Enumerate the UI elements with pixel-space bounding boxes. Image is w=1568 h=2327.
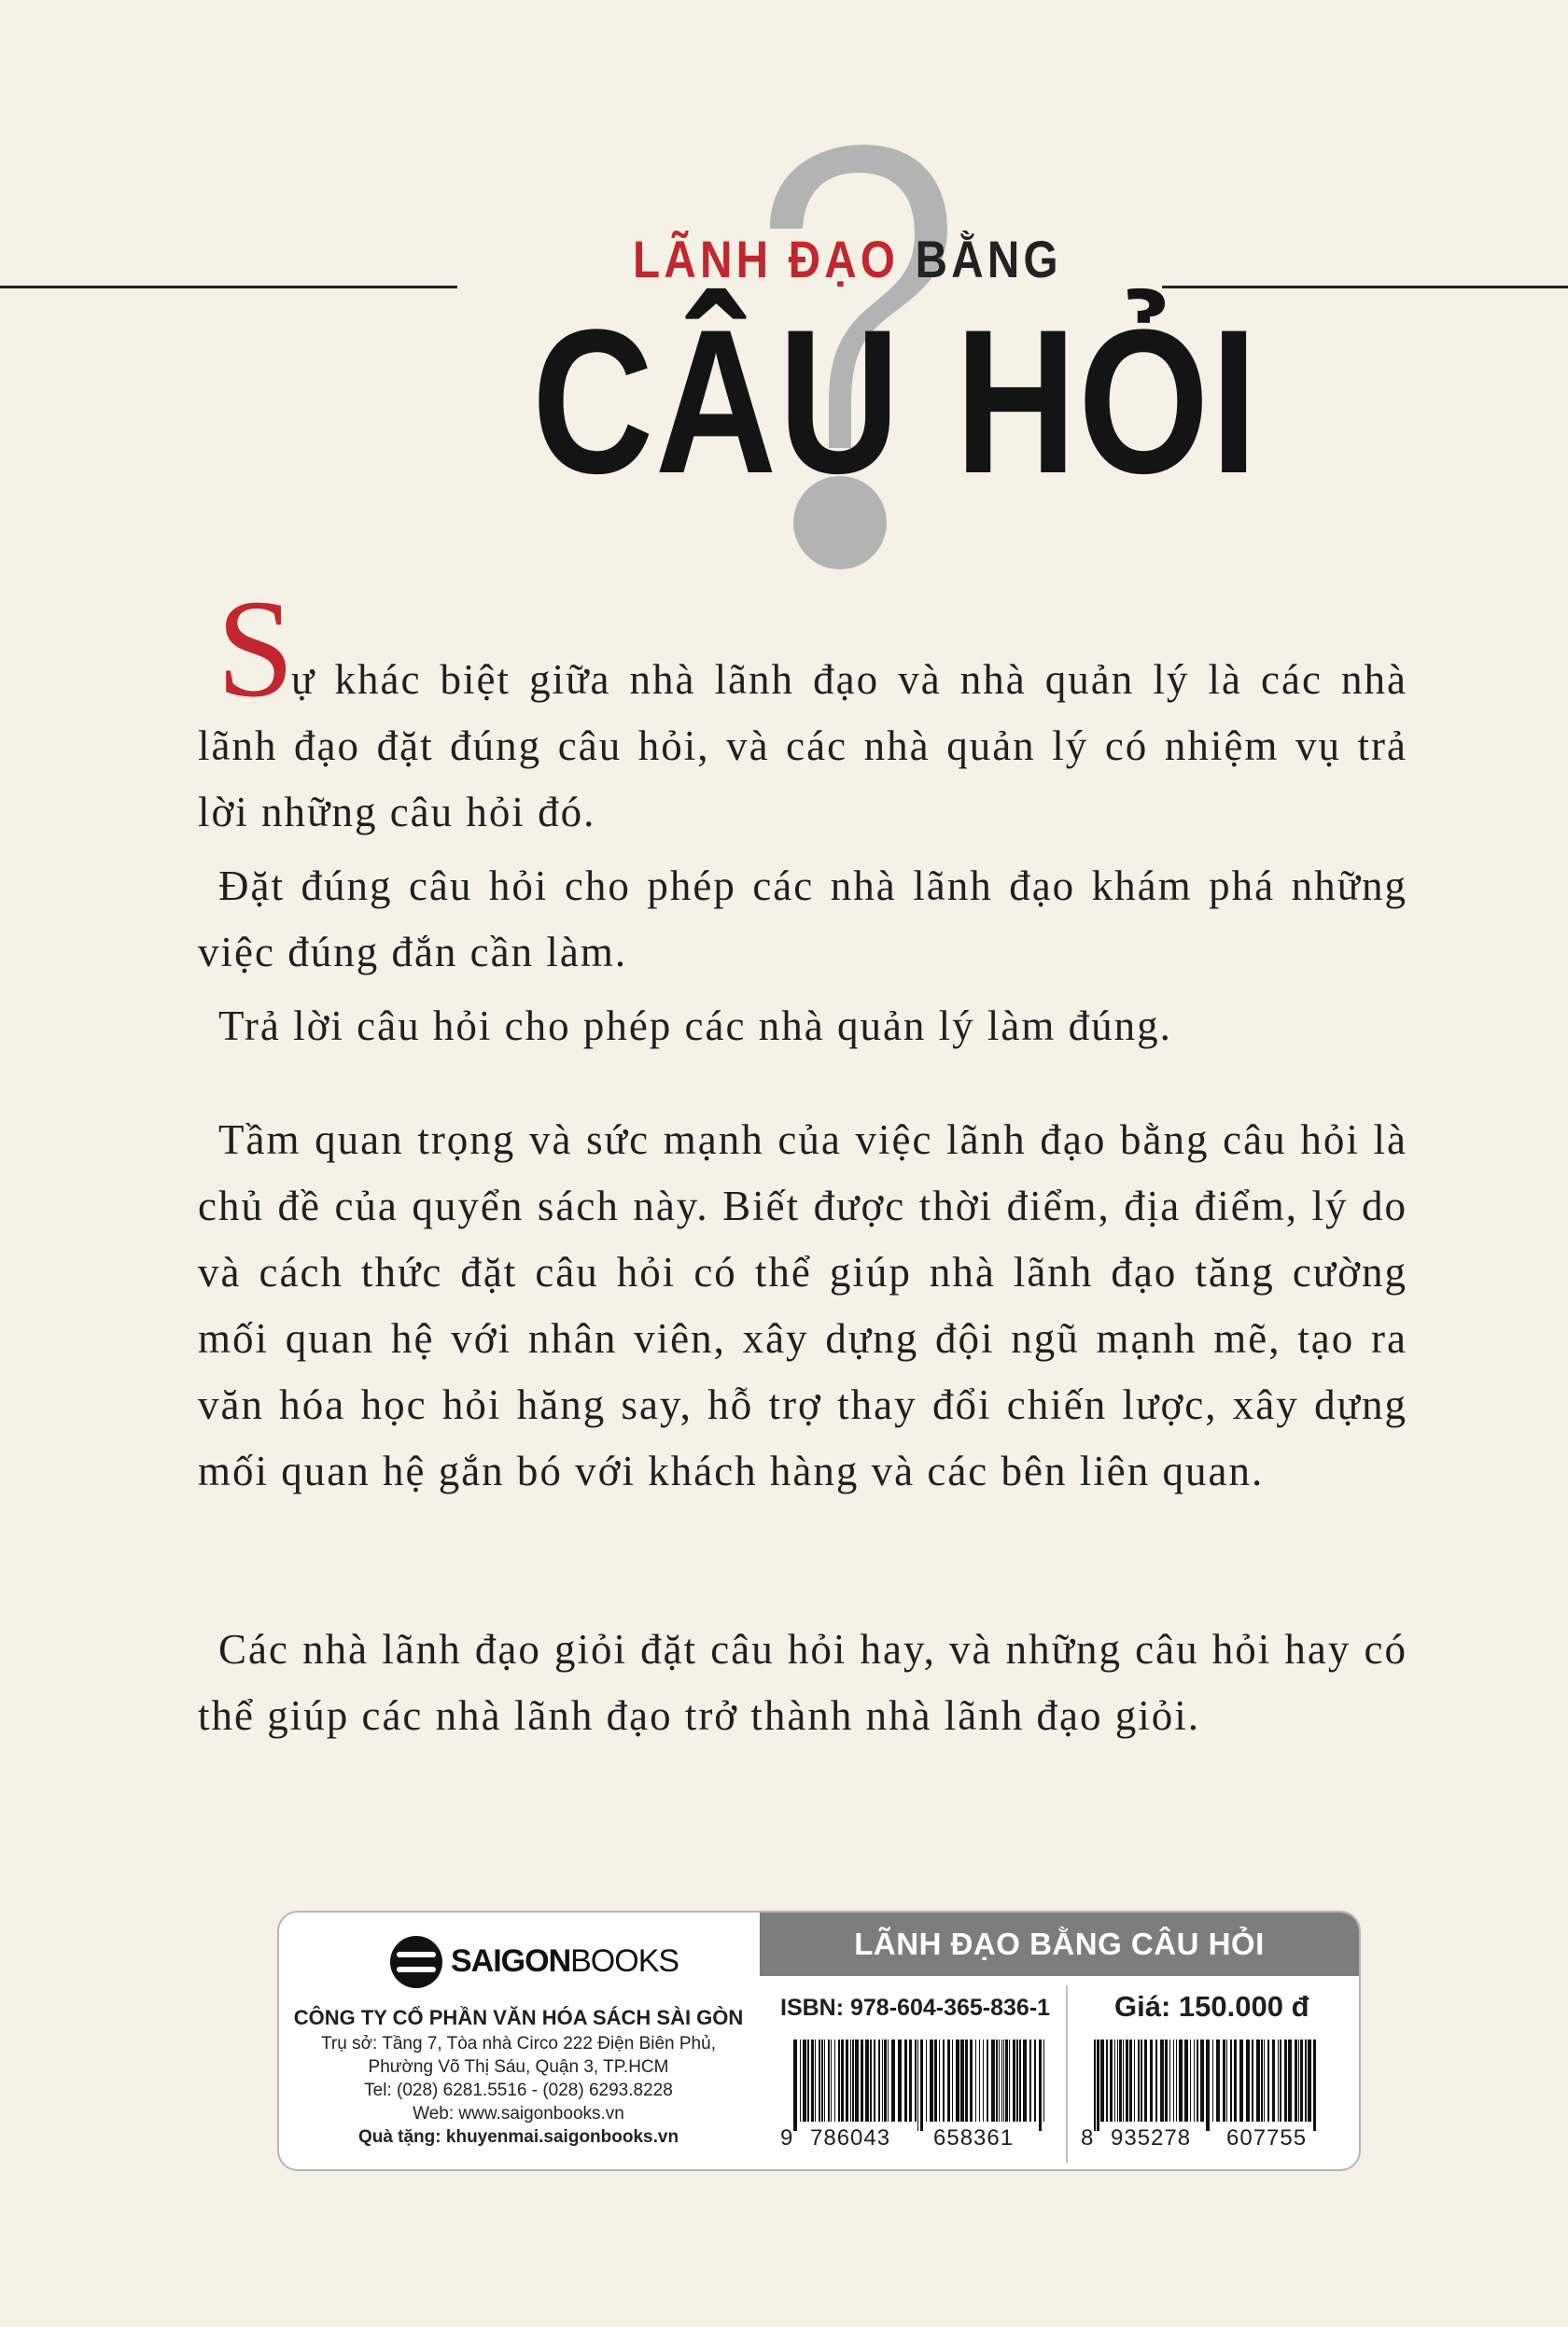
barcode-bar [1223, 2040, 1225, 2122]
barcode-bar [838, 2040, 840, 2122]
barcode-bar [1097, 2040, 1099, 2131]
barcode-bar [1280, 2040, 1281, 2122]
barcode-bar [1005, 2040, 1008, 2122]
barcode-bar [1230, 2040, 1232, 2122]
left-rule [0, 286, 457, 288]
blurb-paragraph-5: Các nhà lãnh đạo giỏi đặt câu hỏi hay, và những câu hỏi hay có thể giúp các nhà lãnh đạo trở thành nhà lãnh đạo giỏi. [198, 1626, 1407, 1739]
barcode-bar [884, 2040, 887, 2122]
barcode-bar [815, 2040, 816, 2122]
logo-wordmark [451, 1943, 679, 1980]
barcode-bar [947, 2040, 950, 2122]
barcode-bar [870, 2040, 872, 2122]
barcode-bar [1308, 2040, 1311, 2122]
barcode-bar [1034, 2040, 1036, 2122]
barcode-bar [834, 2040, 835, 2122]
barcode-bar [1239, 2040, 1243, 2122]
price-label: Giá: 150.000 đ [1114, 1990, 1309, 2023]
barcode-bar [846, 2040, 848, 2122]
publisher-logo [389, 1931, 679, 1992]
barcode-bar [1114, 2040, 1115, 2122]
phone-line: Tel: (028) 6281.5516 - (028) 6293.8228 [364, 2081, 673, 2100]
blurb-paragraph-3: Trả lời câu hỏi cho phép các nhà quản lý làm đúng. [218, 1002, 1172, 1049]
barcode-bar [865, 2040, 869, 2122]
barcode-bar [888, 2040, 889, 2122]
barcode-bar [1252, 2040, 1253, 2122]
barcode-bar [1284, 2040, 1287, 2122]
gift-line [279, 2127, 758, 2148]
barcode-bar [1212, 2040, 1213, 2122]
barcode-bar [1173, 2040, 1174, 2122]
barcode-bar [882, 2040, 883, 2122]
barcode-bar [915, 2040, 917, 2122]
panel-divider [1066, 1985, 1068, 2163]
barcode-bar [999, 2040, 1000, 2122]
isbn-label: ISBN: 978-604-365-836-1 [780, 1995, 1051, 2021]
barcode-bar [1023, 2040, 1027, 2122]
barcode-bar [1016, 2040, 1018, 2122]
price-barcode-group-1: 935278 [1111, 2125, 1192, 2151]
barcode-bar [1129, 2040, 1132, 2122]
barcode-bar [1169, 2040, 1170, 2122]
barcode-bar [991, 2040, 995, 2122]
logo-bold-part: SAIGON [451, 1943, 571, 1979]
barcode-bar [1155, 2040, 1157, 2122]
title-word-2: HỎI [955, 287, 1259, 516]
publisher-info-box [277, 1911, 1361, 2171]
barcode-bar [1216, 2040, 1220, 2122]
barcode-bar [1150, 2040, 1153, 2122]
website-line: Web: www.saigonbooks.vn [413, 2104, 624, 2124]
barcode-bar [939, 2040, 940, 2122]
barcode-bar [1261, 2040, 1263, 2122]
barcode-bar [1013, 2040, 1015, 2122]
barcode-bar [861, 2040, 863, 2122]
gift-url: khuyenmai.saigonbooks.vn [445, 2127, 679, 2147]
barcode-bar [1043, 2040, 1044, 2122]
barcode-bar [1019, 2040, 1021, 2122]
blurb-paragraph-2: Đặt đúng câu hỏi cho phép các nhà lãnh đạo khám phá những việc đúng đắn cần làm. [198, 862, 1407, 975]
blurb-paragraph-1: ự khác biệt giữa nhà lãnh đạo và nhà quản lý là các nhà lãnh đạo đặt đúng câu hỏi, và các nhà quản lý có nhiệm vụ trả lời những câu hỏi đó. [198, 656, 1407, 835]
barcode-bar [943, 2040, 945, 2122]
barcode-bar [819, 2040, 820, 2122]
barcode-bar [828, 2040, 830, 2122]
barcode-bar [1134, 2040, 1135, 2122]
barcode-bar [811, 2040, 814, 2122]
barcode-bar [1039, 2040, 1042, 2131]
blurb-paragraph-4: Tầm quan trọng và sức mạnh của việc lãnh đạo bằng câu hỏi là chủ đề của quyển sách này. Biết được thời điểm, địa điểm, lý do và cách thức đặt câu hỏi có thể giúp nhà lãnh đạo tăng cường mối quan hệ với nhân viên, xây dựng đội ngũ mạnh mẽ, tạo ra văn hóa học hỏi hăng say, hỗ trợ thay đổi chiến lược, xây dựng mối quan hệ gắn bó với khách hàng và các bên liên quan. [198, 1116, 1407, 1494]
barcode-bar [979, 2040, 980, 2122]
barcode-bar [1106, 2040, 1108, 2122]
barcode-bar [1226, 2040, 1227, 2122]
barcode-bar [1264, 2040, 1265, 2122]
barcode-bar [831, 2040, 832, 2122]
isbn-barcode [793, 2040, 1045, 2131]
title-top-dark: BẰNG [915, 230, 1062, 288]
barcode-bar [1160, 2040, 1164, 2122]
isbn-barcode-digit-1: 9 [780, 2125, 794, 2151]
title-word-1: CÂU [532, 287, 902, 516]
isbn-barcode-group-2: 658361 [933, 2125, 1015, 2151]
title-top-line [633, 229, 1062, 289]
barcode-bar [917, 2040, 918, 2131]
barcode-bar [1200, 2040, 1204, 2122]
gift-label: Quà tặng: [357, 2127, 441, 2147]
barcode-bar [960, 2040, 964, 2122]
barcode-bar [1267, 2040, 1269, 2122]
barcode-bar [1190, 2040, 1191, 2122]
barcode-bar [1234, 2040, 1237, 2122]
barcode-bar [1184, 2040, 1188, 2122]
barcode-bar [1300, 2040, 1303, 2122]
barcode-bar [930, 2040, 933, 2122]
drop-cap: S [217, 571, 295, 726]
barcode-bar [920, 2040, 923, 2131]
book-title-band: LÃNH ĐẠO BẰNG CÂU HỎI [760, 1913, 1359, 1976]
barcode-bar [1117, 2040, 1118, 2122]
barcode-bar [983, 2040, 984, 2122]
barcode-bar [898, 2040, 902, 2122]
barcode-bar [987, 2040, 988, 2122]
barcode-bar [904, 2040, 907, 2122]
barcode-bar [1123, 2040, 1124, 2122]
saigonbooks-logo-icon [389, 1935, 443, 1989]
barcode-bar [878, 2040, 880, 2122]
barcode-bar [909, 2040, 912, 2122]
publisher-panel [279, 1913, 758, 2169]
barcode-bar [1246, 2040, 1250, 2122]
barcode-bar [1009, 2040, 1010, 2122]
barcode-bar [803, 2040, 806, 2122]
barcode-bar [1003, 2040, 1004, 2122]
barcode-bar [807, 2040, 809, 2122]
company-name: CÔNG TY CỔ PHẦN VĂN HÓA SÁCH SÀI GÒN [293, 2006, 744, 2029]
barcode-bar [1110, 2040, 1113, 2122]
barcode-bar [1256, 2040, 1260, 2122]
barcode-bar [1272, 2040, 1275, 2122]
isbn-barcode-group-1: 786043 [810, 2125, 891, 2151]
barcode-bar [1197, 2040, 1198, 2122]
barcode-bar [891, 2040, 895, 2122]
barcode-bar [1100, 2040, 1104, 2122]
barcode-bar [1001, 2040, 1002, 2122]
title-top-red: LÃNH ĐẠO [633, 230, 900, 288]
address-line-1: Trụ sở: Tầng 7, Tòa nhà Circo 222 Điện Biên Phủ, [321, 2034, 716, 2054]
barcode-bar [1278, 2040, 1279, 2122]
barcode-bar [1206, 2040, 1210, 2131]
barcode-bar [1288, 2040, 1292, 2122]
barcode-bar [1179, 2040, 1183, 2122]
barcode-bar [996, 2040, 998, 2122]
barcode-bar [1138, 2040, 1140, 2122]
barcode-bar [956, 2040, 959, 2122]
barcode-bar [926, 2040, 927, 2122]
barcode-bar [793, 2040, 797, 2131]
price-barcode [1094, 2040, 1318, 2131]
price-barcode-group-2: 607755 [1226, 2125, 1308, 2151]
barcode-bar [852, 2040, 854, 2122]
barcode-bar [970, 2040, 973, 2122]
barcode-bar [1176, 2040, 1177, 2122]
barcode-bar [952, 2040, 953, 2122]
barcode-bar [855, 2040, 859, 2122]
barcode-bar [824, 2040, 825, 2122]
book-info-panel [760, 1913, 1359, 2169]
barcode-bar [1119, 2040, 1122, 2122]
logo-light-part: BOOKS [570, 1943, 679, 1979]
barcode-bar [1194, 2040, 1195, 2122]
barcode-bar [1298, 2040, 1299, 2122]
barcode-bar [874, 2040, 875, 2122]
barcode-bar [841, 2040, 844, 2122]
barcode-bar [1029, 2040, 1031, 2122]
barcode-bar [1141, 2040, 1142, 2122]
barcode-bar [934, 2040, 937, 2122]
barcode-bar [1305, 2040, 1307, 2122]
barcode-bar [821, 2040, 823, 2122]
barcode-bar [1165, 2040, 1168, 2122]
barcode-bar [965, 2040, 968, 2122]
barcode-bar [850, 2040, 851, 2122]
address-line-2: Phường Võ Thị Sáu, Quận 3, TP.HCM [368, 2057, 669, 2077]
barcode-bar [1094, 2040, 1096, 2131]
price-barcode-digit-1: 8 [1081, 2125, 1095, 2151]
barcode-bar [1313, 2040, 1316, 2131]
barcode-bar [800, 2040, 801, 2122]
barcode-bar [975, 2040, 976, 2122]
book-title [532, 287, 1259, 516]
barcode-bar [1295, 2040, 1297, 2122]
barcode-bar [1144, 2040, 1147, 2122]
barcode-bar [1126, 2040, 1128, 2122]
